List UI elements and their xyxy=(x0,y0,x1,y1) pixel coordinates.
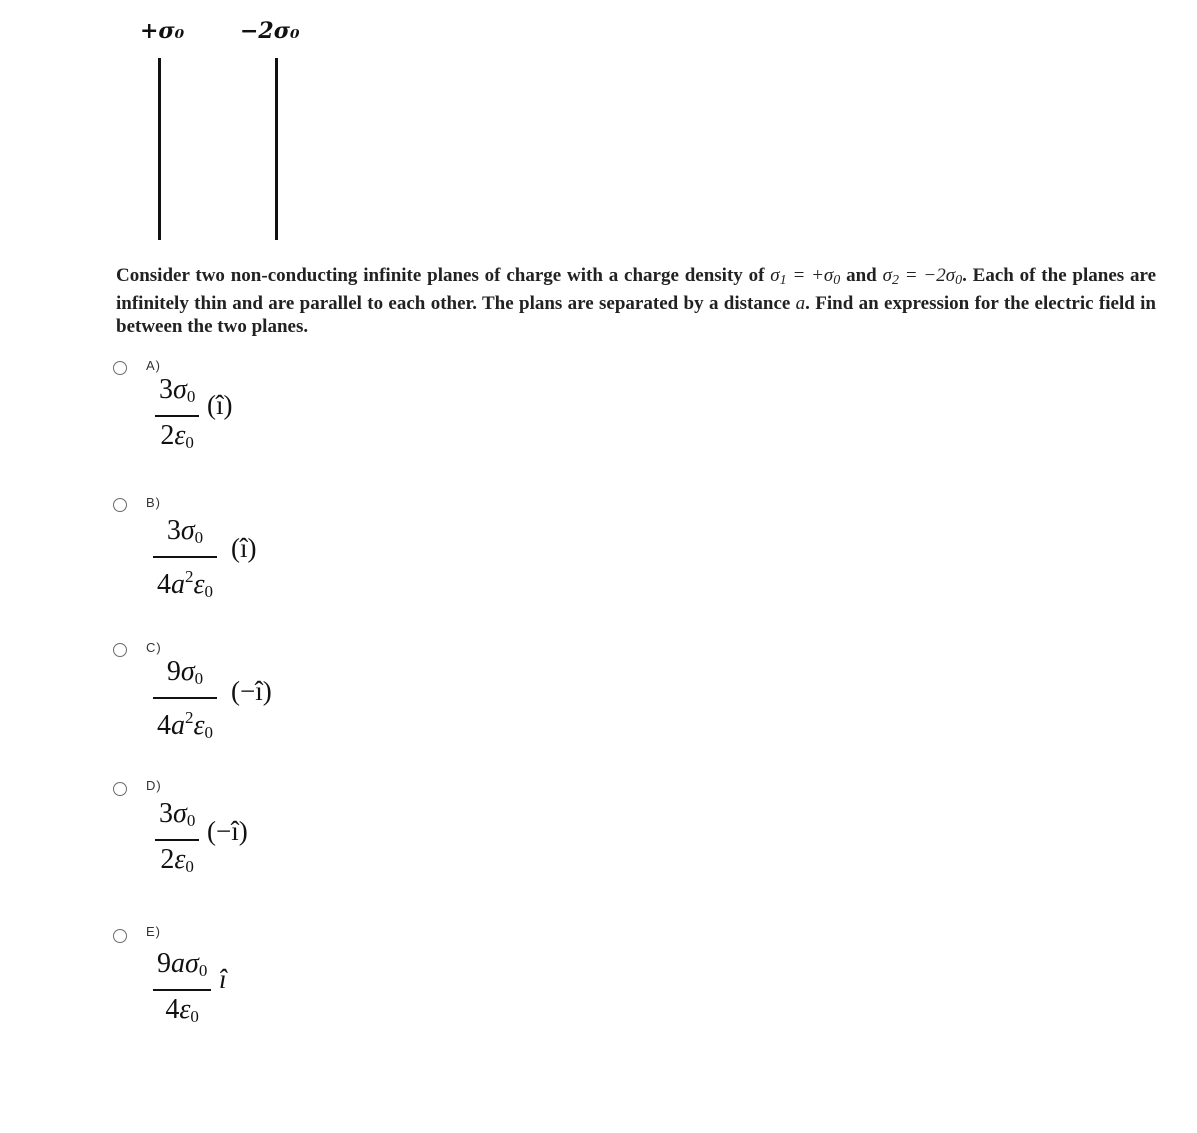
option-c-num-coef: 9 xyxy=(166,656,181,687)
option-a-num-sub: 0 xyxy=(186,387,196,406)
option-c-direction: (−î) xyxy=(231,676,272,706)
option-e-denominator xyxy=(161,994,203,1033)
question-text xyxy=(116,264,1156,338)
option-c-radio[interactable] xyxy=(113,643,127,657)
option-e[interactable] xyxy=(113,924,513,1044)
option-b-fraction-bar xyxy=(153,556,217,558)
option-b-den-var: ε xyxy=(193,568,205,600)
option-a-fraction-bar xyxy=(155,415,199,417)
plane-2-charge-label: −2σ₀ xyxy=(240,18,300,44)
option-c-den-coef: 4 xyxy=(157,709,171,741)
sigma2-value: = −2σ xyxy=(898,265,956,286)
sigma1-value: = +σ xyxy=(786,265,834,286)
option-b-denominator xyxy=(153,561,217,608)
option-a-num-var: σ xyxy=(173,374,187,405)
option-b-label: B) xyxy=(146,495,161,510)
option-e-num-sub: 0 xyxy=(198,961,208,980)
option-e-fraction-bar xyxy=(153,989,211,991)
option-c[interactable] xyxy=(113,640,513,760)
option-e-num-a: a xyxy=(171,948,185,979)
option-d-den-sub: 0 xyxy=(185,856,194,876)
option-e-den-coef: 4 xyxy=(165,993,180,1025)
option-e-numerator xyxy=(153,948,211,987)
option-d-num-var: σ xyxy=(173,798,187,829)
option-b-fraction xyxy=(153,515,217,608)
option-b-num-sub: 0 xyxy=(194,528,204,547)
option-b-den-sup: 2 xyxy=(185,566,194,586)
sigma1-value-subscript: 0 xyxy=(833,273,841,288)
sigma2-symbol: σ xyxy=(882,265,892,286)
sigma1-symbol: σ xyxy=(770,265,780,286)
option-b-den-a: a xyxy=(171,568,185,600)
option-d-fraction-bar xyxy=(155,839,199,841)
option-b-den-coef: 4 xyxy=(157,568,171,600)
distance-variable: a xyxy=(795,293,806,314)
sigma2-subscript: 2 xyxy=(891,273,899,288)
sigma2-value-subscript: 0 xyxy=(955,273,963,288)
option-e-fraction xyxy=(153,948,211,1033)
plane-2-line xyxy=(275,58,278,240)
option-a-direction: (î) xyxy=(207,390,233,420)
sigma1-subscript: 1 xyxy=(779,273,787,288)
option-c-num-sub: 0 xyxy=(194,669,204,688)
option-d-fraction xyxy=(155,798,199,883)
option-e-num-var: σ xyxy=(185,948,199,979)
plane-1-charge-label: +σ₀ xyxy=(140,18,185,44)
option-d-numerator xyxy=(155,798,199,837)
option-e-label: E) xyxy=(146,924,161,939)
option-c-den-sup: 2 xyxy=(185,707,194,727)
option-d-denominator xyxy=(156,844,198,883)
option-e-den-sub: 0 xyxy=(190,1006,199,1026)
option-a-numerator xyxy=(155,374,199,413)
option-e-num-coef: 9 xyxy=(157,948,171,979)
option-c-den-a: a xyxy=(171,709,185,741)
option-b-den-sub: 0 xyxy=(204,581,214,601)
option-a-fraction xyxy=(155,374,199,459)
option-b-num-coef: 3 xyxy=(166,515,181,546)
option-b[interactable] xyxy=(113,495,513,615)
option-a-den-var: ε xyxy=(174,419,186,451)
option-c-label: C) xyxy=(146,640,162,655)
option-c-num-var: σ xyxy=(180,656,195,687)
option-c-den-sub: 0 xyxy=(204,722,214,742)
question-part2: . Each of the planes are infinitely thin and are parallel to each other. The plans are separated by a distance xyxy=(116,265,1157,314)
option-e-den-var: ε xyxy=(179,993,191,1025)
option-a-denominator xyxy=(156,420,198,459)
question-and: and xyxy=(840,265,883,286)
option-d[interactable] xyxy=(113,778,513,898)
option-d-num-coef: 3 xyxy=(159,798,173,829)
option-e-radio[interactable] xyxy=(113,929,127,943)
option-b-num-var: σ xyxy=(180,515,195,546)
option-c-denominator xyxy=(153,702,217,749)
option-d-den-var: ε xyxy=(174,843,186,875)
question-part1: Consider two non-conducting infinite planes of charge with a charge density of xyxy=(116,265,771,286)
option-c-fraction xyxy=(153,656,217,749)
option-c-fraction-bar xyxy=(153,697,217,699)
option-b-numerator xyxy=(163,515,207,554)
question-part3: . Find an expression for the electric field in between the two planes. xyxy=(116,293,1156,337)
option-a-den-coef: 2 xyxy=(160,419,175,451)
option-a-label: A) xyxy=(146,358,161,373)
option-a-radio[interactable] xyxy=(113,361,127,375)
option-b-direction: (î) xyxy=(231,533,257,563)
option-d-direction: (−î) xyxy=(207,816,248,846)
option-a-num-coef: 3 xyxy=(159,374,173,405)
option-a-den-sub: 0 xyxy=(185,432,194,452)
option-d-den-coef: 2 xyxy=(160,843,175,875)
option-d-label: D) xyxy=(146,778,162,793)
option-d-num-sub: 0 xyxy=(186,811,196,830)
option-d-radio[interactable] xyxy=(113,782,127,796)
option-a[interactable] xyxy=(113,358,513,478)
plane-1-line xyxy=(158,58,161,240)
option-e-direction: î xyxy=(219,964,227,994)
option-c-den-var: ε xyxy=(193,709,205,741)
option-b-radio[interactable] xyxy=(113,498,127,512)
option-c-numerator xyxy=(163,656,207,695)
